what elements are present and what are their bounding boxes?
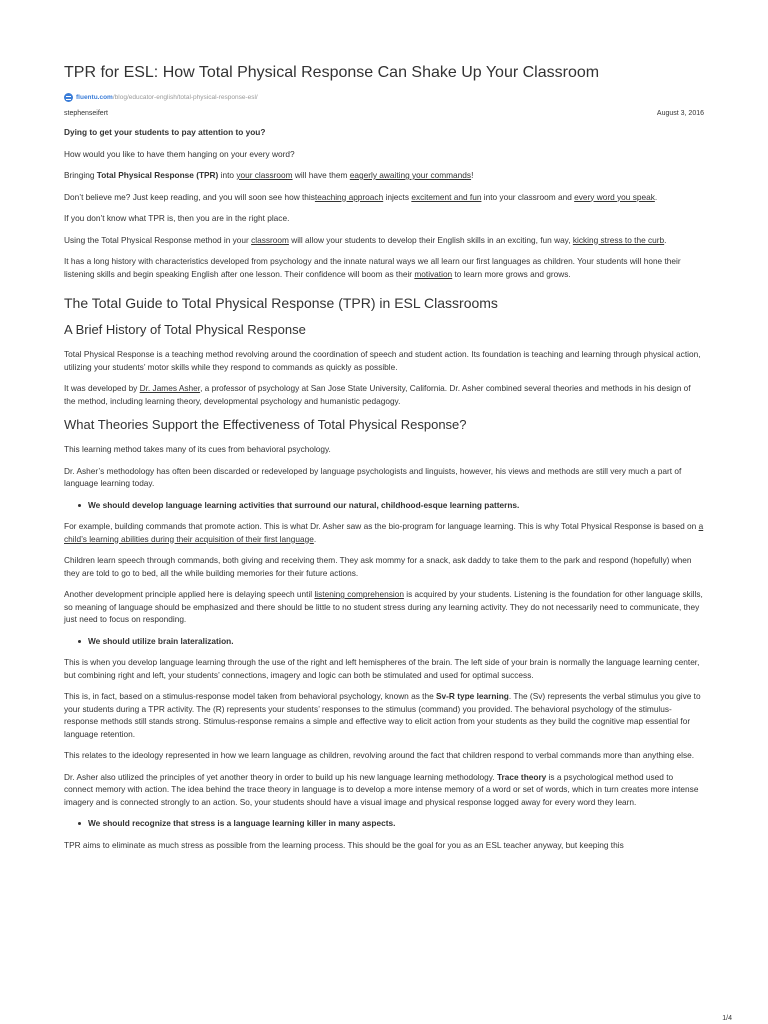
page-indicator: 1/4	[722, 1015, 732, 1022]
link-listening-comprehension[interactable]: listening comprehension	[314, 589, 404, 599]
theories-paragraph-6: This is when you develop language learning through the use of the right and left hemispheres of the brain. The left side of your brain is normally the language learning center, but combining right and left, your students’ connections, imagery and logic can both be stimulated and used for optimal success.	[64, 657, 700, 680]
source-domain: fluentu.com	[76, 94, 113, 101]
link-your-classroom[interactable]: your classroom	[236, 170, 293, 180]
bullet-list-3	[64, 817, 704, 830]
article-body	[64, 126, 704, 860]
theories-paragraph-5: Another development principle applied here is delaying speech until listening comprehension is acquired by your students. Listening is the foundation for other language skills, so meaning of language should be emphasized and there should be little to no student stress during any learning activity. They do not necessarily need to communicate, they just need to focus on responding.	[64, 589, 703, 624]
list-item: We should develop language learning activities that surround our natural, childhood-esque learning patterns.	[78, 499, 704, 512]
article-title: TPR for ESL: How Total Physical Response Can Shake Up Your Classroom	[64, 64, 600, 81]
intro-paragraph-3: Don’t believe me? Just keep reading, and you will soon see how thisteaching approach injects excitement and fun into your classroom and every word you speak.	[64, 191, 658, 202]
theories-paragraph-4: Children learn speech through commands, both giving and receiving them. They ask mommy for a snack, ask daddy to take them to the park and respond (hopefully) when they are told to go to bed, all the while building memories for their future actions.	[64, 555, 692, 578]
list-item: We should utilize brain lateralization.	[78, 635, 704, 648]
source-link[interactable]	[76, 94, 258, 101]
link-childs-learning[interactable]: a child’s learning abilities during their acquisition of their first language	[64, 521, 704, 544]
intro-paragraph-5: Using the Total Physical Response method in your classroom will allow your students to develop their English skills in an exciting, fun way, kicking stress to the curb.	[64, 234, 667, 245]
author-name: stephenseifert	[64, 110, 108, 117]
theories-paragraph-3: For example, building commands that promote action. This is what Dr. Asher saw as the bio-program for language learning. This is why Total Physical Response is based on a child’s learning abilities during their acquisition of their first language.	[64, 521, 704, 544]
theories-paragraph-1: This learning method takes many of its cues from behavioral psychology.	[64, 444, 331, 454]
history-paragraph-1: Total Physical Response is a teaching method revolving around the coordination of speech and student action. Its foundation is teaching and learning through physical action, utilizing your students’ motor skills while they respond to commands as quickly as possible.	[64, 349, 701, 372]
link-kicking-stress[interactable]: kicking stress to the curb	[572, 234, 665, 245]
intro-paragraph-2: Bringing Total Physical Response (TPR) into your classroom will have them eagerly awaiting your commands!	[64, 170, 474, 180]
theories-paragraph-7: This is, in fact, based on a stimulus-response model taken from behavioral psychology, known as the Sv-R type learning. The (Sv) represents the verbal stimulus you give to your students during a TPR activity. The (R) represents your students’ responses to the stimulus (command) you provided. The behavioral psychology of the stimulus-response methods still stands strong. Stimulus-response remains a simple and effective way to elicit action from your students as they build the cognitive map essential for language retention.	[64, 691, 701, 739]
history-paragraph-2: It was developed by Dr. James Asher, a professor of psychology at San Jose State University, California. Dr. Asher combined several theories and methods in his design of the method, including learning theory, developmental psychology and humanistic pedagogy.	[64, 383, 691, 406]
intro-paragraph-4: If you don’t know what TPR is, then you are in the right place.	[64, 213, 290, 223]
theories-paragraph-8: This relates to the ideology represented in how we learn language as children, revolving around the fact that children respond to verbal commands more than anything else.	[64, 750, 695, 760]
intro-hook: Dying to get your students to pay attention to you?	[64, 127, 266, 137]
publish-date: August 3, 2016	[656, 110, 704, 117]
theories-heading: What Theories Support the Effectiveness of Total Physical Response?	[64, 417, 467, 432]
link-james-asher[interactable]: Dr. James Asher	[139, 383, 201, 393]
source-path: /blog/educator-english/total-physical-response-esl/	[112, 94, 258, 101]
link-every-word[interactable]: every word you speak	[574, 191, 655, 202]
link-classroom[interactable]: classroom	[251, 234, 289, 245]
guide-heading: The Total Guide to Total Physical Response (TPR) in ESL Classrooms	[64, 295, 498, 311]
source-line	[64, 93, 258, 102]
intro-paragraph-1: How would you like to have them hanging on your every word?	[64, 148, 295, 159]
bullet-list-2	[64, 635, 704, 648]
theories-paragraph-10: TPR aims to eliminate as much stress as possible from the learning process. This should be the goal for you as an ESL teacher anyway, but keeping this	[64, 839, 624, 850]
intro-paragraph-6: It has a long history with characteristics developed from psychology and the innate natural ways we all learn our first languages as children. Your students will hone their listening skills and begin speaking English after one lesson. Their confidence will boom as their motivation to learn more grows and grows.	[64, 256, 681, 279]
link-excitement-and-fun[interactable]: excitement and fun	[411, 191, 482, 202]
bullet-list-1	[64, 499, 704, 512]
fluentu-logo-icon	[64, 93, 73, 102]
history-heading: A Brief History of Total Physical Response	[64, 322, 306, 337]
list-item: We should recognize that stress is a language learning killer in many aspects.	[78, 817, 704, 830]
link-motivation[interactable]: motivation	[414, 268, 453, 279]
theories-paragraph-9: Dr. Asher also utilized the principles of yet another theory in order to build up his new language learning methodology. Trace theory is a psychological method used to connect memory with action. The idea behind the trace theory in language is to develop a more intense memory of a word or set of words, which in turn creates more intense imagery and is connected strongly to an action. So, your students should have a visual image and physical response logged away for every word they learn.	[64, 771, 699, 807]
theories-paragraph-2: Dr. Asher’s methodology has often been discarded or redeveloped by language psychologists and linguists, however, his views and methods are still very much a part of language learning today.	[64, 465, 682, 488]
link-teaching-approach[interactable]: teaching approach	[314, 191, 384, 202]
link-eagerly-awaiting[interactable]: eagerly awaiting your commands	[349, 170, 472, 180]
